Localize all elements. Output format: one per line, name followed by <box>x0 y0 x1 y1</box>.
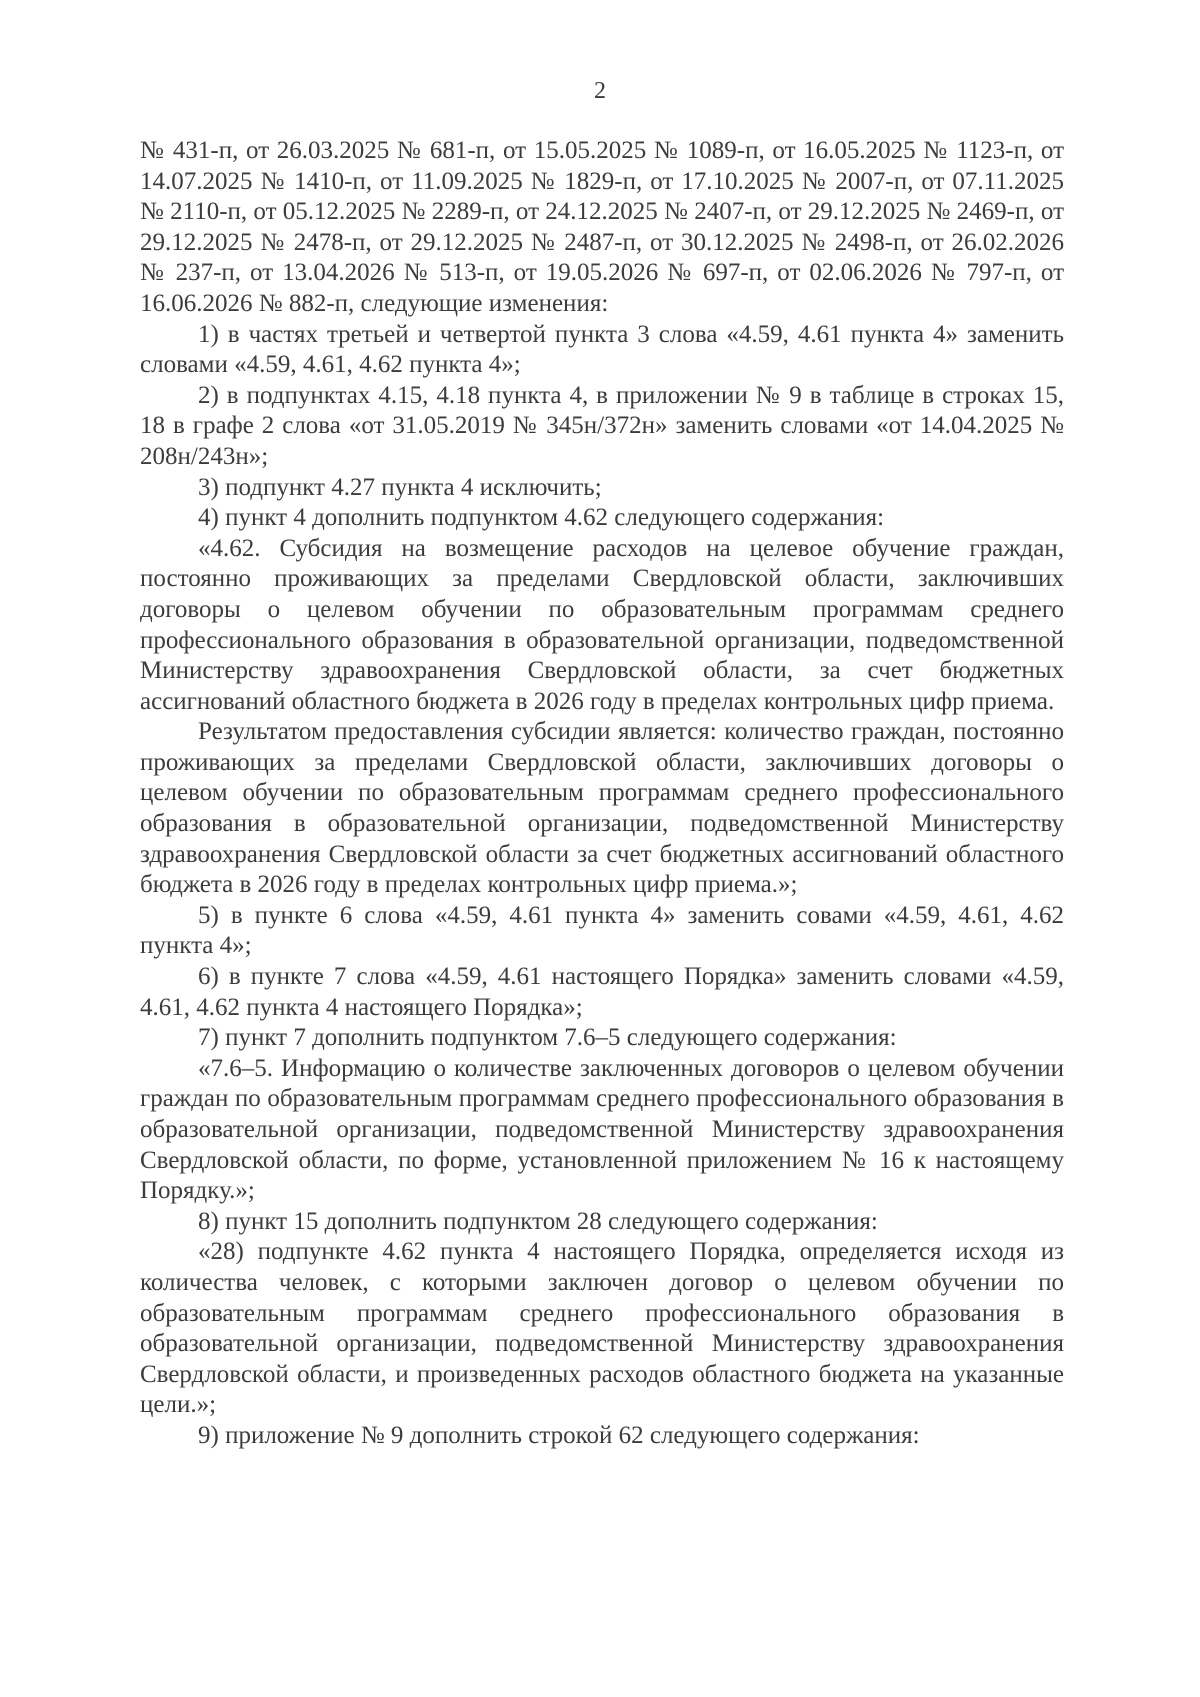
paragraph-item-6: 6) в пункте 7 слова «4.59, 4.61 настоящего Порядка» заменить словами «4.59, 4.61, 4.62 пункта 4 настоящего Порядка»; <box>140 963 1064 1021</box>
paragraph-item-4: 4) пункт 4 дополнить подпунктом 4.62 следующего содержания: <box>198 504 885 532</box>
paragraph-subsidy-4-62: «4.62. Субсидия на возмещение расходов на целевое обучение граждан, постоянно проживающих за пределами Свердловской области, заключивших договоры о целевом обучении по образовательным программам среднего профессионального образования в образовательной организации, подведомственной Министерству здравоохранения Свердловской области, за счет бюджетных ассигнований областного бюджета в 2026 году в пределах контрольных цифр приема. <box>140 534 1064 715</box>
paragraph-item-5: 5) в пункте 6 слова «4.59, 4.61 пункта 4» заменить совами «4.59, 4.61, 4.62 пункта 4»; <box>140 901 1064 960</box>
paragraph-item-8: 8) пункт 15 дополнить подпунктом 28 следующего содержания: <box>198 1207 878 1235</box>
paragraph-item-1: 1) в частях третьей и четвертой пункта 3 слова «4.59, 4.61 пункта 4» заменить словами «4.59, 4.61, 4.62 пункта 4»; <box>140 320 1064 379</box>
paragraph-subsidy-result: Результатом предоставления субсидии является: количество граждан, постоянно проживающих за пределами Свердловской области, заключивших договоры о целевом обучении по образовательным программам среднего профессионального образования в образовательной организации, подведомственной Министерству здравоохранения Свердловской области за счет бюджетных ассигнований областного бюджета в 2026 году в пределах контрольных цифр приема.»; <box>140 718 1064 899</box>
paragraph-item-9: 9) приложение № 9 дополнить строкой 62 следующего содержания: <box>198 1421 920 1449</box>
paragraph-item-3: 3) подпункт 4.27 пункта 4 исключить; <box>198 473 602 501</box>
page-number: 2 <box>594 78 606 104</box>
paragraph-subitem-28: «28) подпункте 4.62 пункта 4 настоящего Порядка, определяется исходя из количества человек, с которыми заключен договор о целевом обучении по образовательным программам среднего профессионального образования в образовательной организации, подведомственной Министерству здравоохранения Свердловской области, и произведенных расходов областного бюджета на указанные цели.»; <box>140 1238 1064 1419</box>
paragraph-item-7: 7) пункт 7 дополнить подпунктом 7.6–5 следующего содержания: <box>198 1024 897 1052</box>
document-body <box>140 136 1064 1452</box>
paragraph-amendment-list: № 431-п, от 26.03.2025 № 681-п, от 15.05.2025 № 1089-п, от 16.05.2025 № 1123-п, от 14.07.2025 № 1410-п, от 11.09.2025 № 1829-п, от 17.10.2025 № 2007-п, от 07.11.2025 № 2110-п, от 05.12.2025 № 2289-п, от 24.12.2025 № 2407-п, от 29.12.2025 № 2469-п, от 29.12.2025 № 2478-п, от 29.12.2025 № 2487-п, от 30.12.2025 № 2498-п, от 26.02.2026 № 237-п, от 13.04.2026 № 513-п, от 19.05.2026 № 697-п, от 02.06.2026 № 797-п, от 16.06.2026 № 882-п, следующие изменения: <box>140 137 1064 317</box>
paragraph-item-2: 2) в подпунктах 4.15, 4.18 пункта 4, в приложении № 9 в таблице в строках 15, 18 в графе 2 слова «от 31.05.2019 № 345н/372н» заменить словами «от 14.04.2025 № 208н/243н»; <box>140 381 1064 470</box>
paragraph-subitem-7-6-5: «7.6–5. Информацию о количестве заключенных договоров о целевом обучении граждан по образовательным программам среднего профессионального образования в образовательной организации, подведомственной Министерству здравоохранения Свердловской области, по форме, установленной приложением № 16 к настоящему Порядку.»; <box>140 1054 1064 1205</box>
